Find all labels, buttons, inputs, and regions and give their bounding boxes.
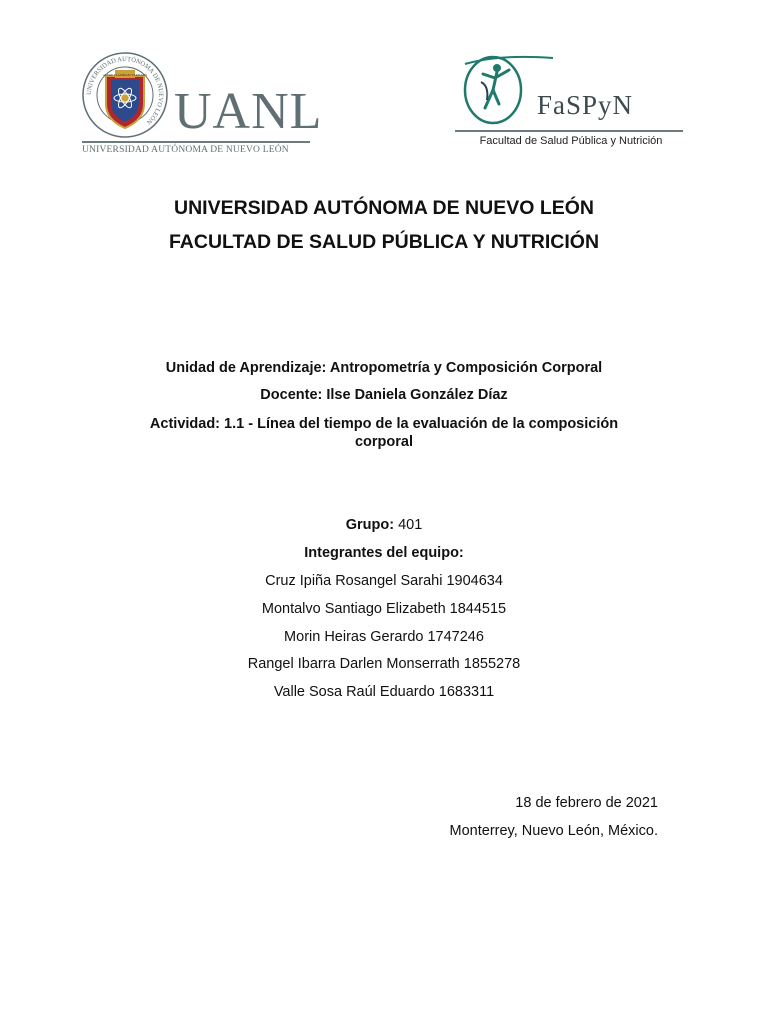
uanl-divider [82,141,310,143]
seal-inner-text: ALERE FLAMMAM VERITATIS [102,73,148,77]
members-heading: Integrantes del equipo: [304,545,464,561]
course-teacher: Docente: Ilse Daniela González Díaz [260,387,508,403]
group-line [0,516,768,534]
member-item: Cruz Ipiña Rosangel Sarahi 1904634 [265,573,503,589]
faculty-title: FACULTAD DE SALUD PÚBLICA Y NUTRICIÓN [168,231,600,253]
faspyn-logo [455,50,687,152]
member-item: Valle Sosa Raúl Eduardo 1683311 [273,684,495,700]
uanl-subtitle: UNIVERSIDAD AUTÓNOMA DE NUEVO LEÓN [82,145,289,155]
uanl-wordmark: UANL [174,83,323,140]
course-activity-line2: corporal [354,434,413,450]
faspyn-subtitle: Facultad de Salud Pública y Nutrición [479,135,663,147]
document-place: Monterrey, Nuevo León, México. [449,823,658,839]
uanl-seal-icon [82,52,168,138]
member-item: Montalvo Santiago Elizabeth 1844515 [261,601,507,617]
seal-ring-text: UNIVERSIDAD AUTÓNOMA DE NUEVO LEÓN [85,55,165,126]
member-item: Morin Heiras Gerardo 1747246 [284,629,484,645]
group-value: 401 [398,517,423,533]
member-item: Rangel Ibarra Darlen Monserrath 1855278 [247,656,521,672]
group-label: Grupo: [345,517,395,533]
course-activity-line1: Actividad: 1.1 - Línea del tiempo de la evaluación de la composición [149,416,619,432]
faspyn-wordmark: FaSPyN [537,90,634,120]
university-title: UNIVERSIDAD AUTÓNOMA DE NUEVO LEÓN [174,197,594,219]
course-unit: Unidad de Aprendizaje: Antropometría y Composición Corporal [165,360,603,376]
uanl-logo [82,52,323,158]
document-date: 18 de febrero de 2021 [515,795,658,811]
faspyn-divider [455,130,683,132]
